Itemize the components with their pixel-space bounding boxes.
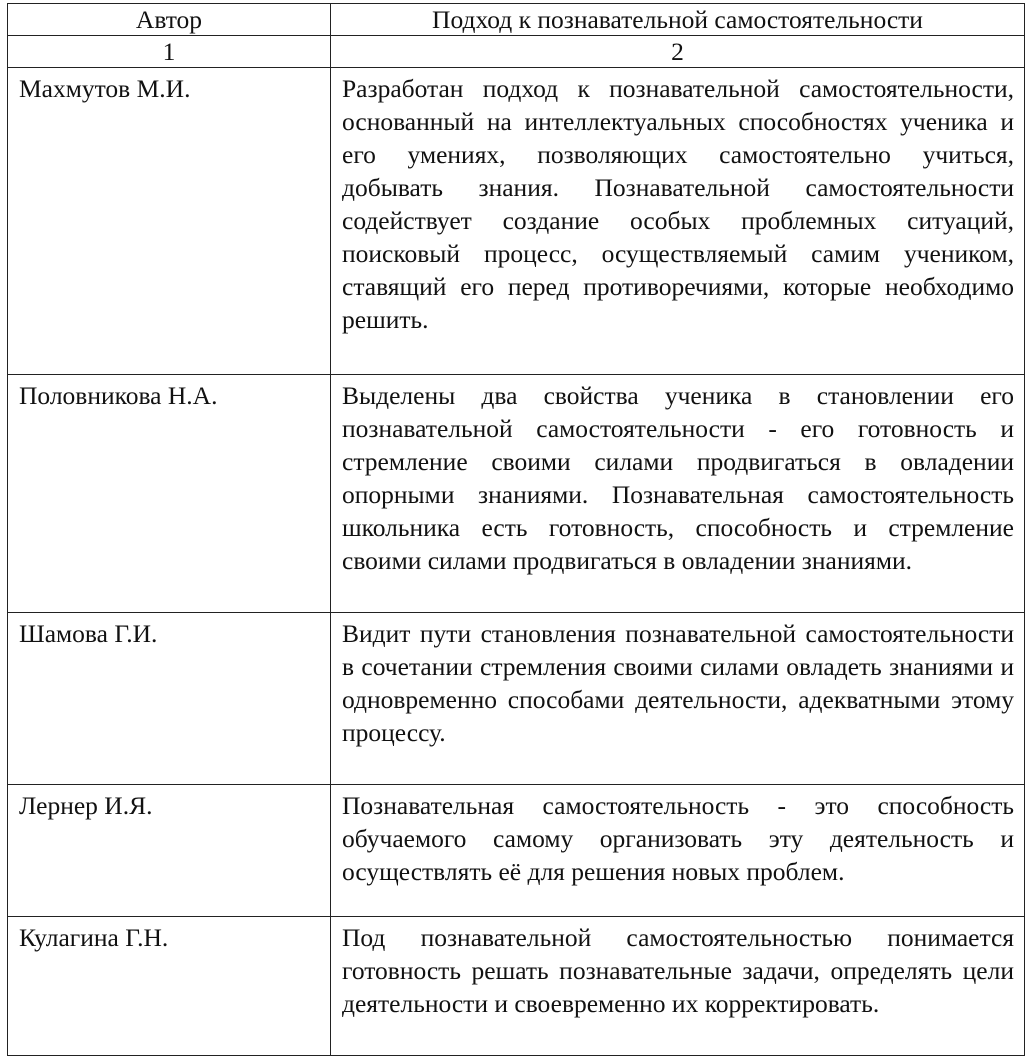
table-row bbox=[8, 785, 1025, 917]
approach-cell: Познавательная самостоятельность - это способность обучаемого самому организовать эту деятельность и осуществлять её для решения новых проблем. bbox=[331, 785, 1025, 917]
table-row bbox=[8, 613, 1025, 785]
header-row bbox=[8, 4, 1025, 36]
table-row bbox=[8, 375, 1025, 613]
approach-cell: Выделены два свойства ученика в становлении его познавательной самостоятельности - его готовность и стремление своими силами продвигаться в овладении опорными знаниями. Познавательная самостоятельность школьника есть готовность, способность и стремление своими силами продвигаться в овладении знаниями. bbox=[331, 375, 1025, 613]
column-number-1: 1 bbox=[8, 36, 331, 68]
header-author: Автор bbox=[8, 4, 331, 36]
column-number-2: 2 bbox=[331, 36, 1025, 68]
author-cell: Половникова Н.А. bbox=[8, 375, 331, 613]
author-cell: Махмутов М.И. bbox=[8, 68, 331, 375]
author-cell: Лернер И.Я. bbox=[8, 785, 331, 917]
approach-cell: Разработан подход к познавательной самостоятельности, основанный на интеллектуальных способностях ученика и его умениях, позволяющих самостоятельно учиться, добывать знания. Познавательной самостоятельности содействует создание особых проблемных ситуаций, поисковый процесс, осуществляемый самим учеником, ставящий его перед противоречиями, которые необходимо решить. bbox=[331, 68, 1025, 375]
authors-approaches-table bbox=[7, 3, 1025, 1056]
table-row bbox=[8, 68, 1025, 375]
approach-cell: Видит пути становления познавательной самостоятельности в сочетании стремления своими силами овладеть знаниями и одновременно способами деятельности, адекватными этому процессу. bbox=[331, 613, 1025, 785]
approach-cell: Под познавательной самостоятельностью понимается готовность решать познавательные задачи, определять цели деятельности и своевременно их корректировать. bbox=[331, 917, 1025, 1056]
header-approach: Подход к познавательной самостоятельности bbox=[331, 4, 1025, 36]
column-number-row bbox=[8, 36, 1025, 68]
author-cell: Кулагина Г.Н. bbox=[8, 917, 331, 1056]
author-cell: Шамова Г.И. bbox=[8, 613, 331, 785]
table-row bbox=[8, 917, 1025, 1056]
